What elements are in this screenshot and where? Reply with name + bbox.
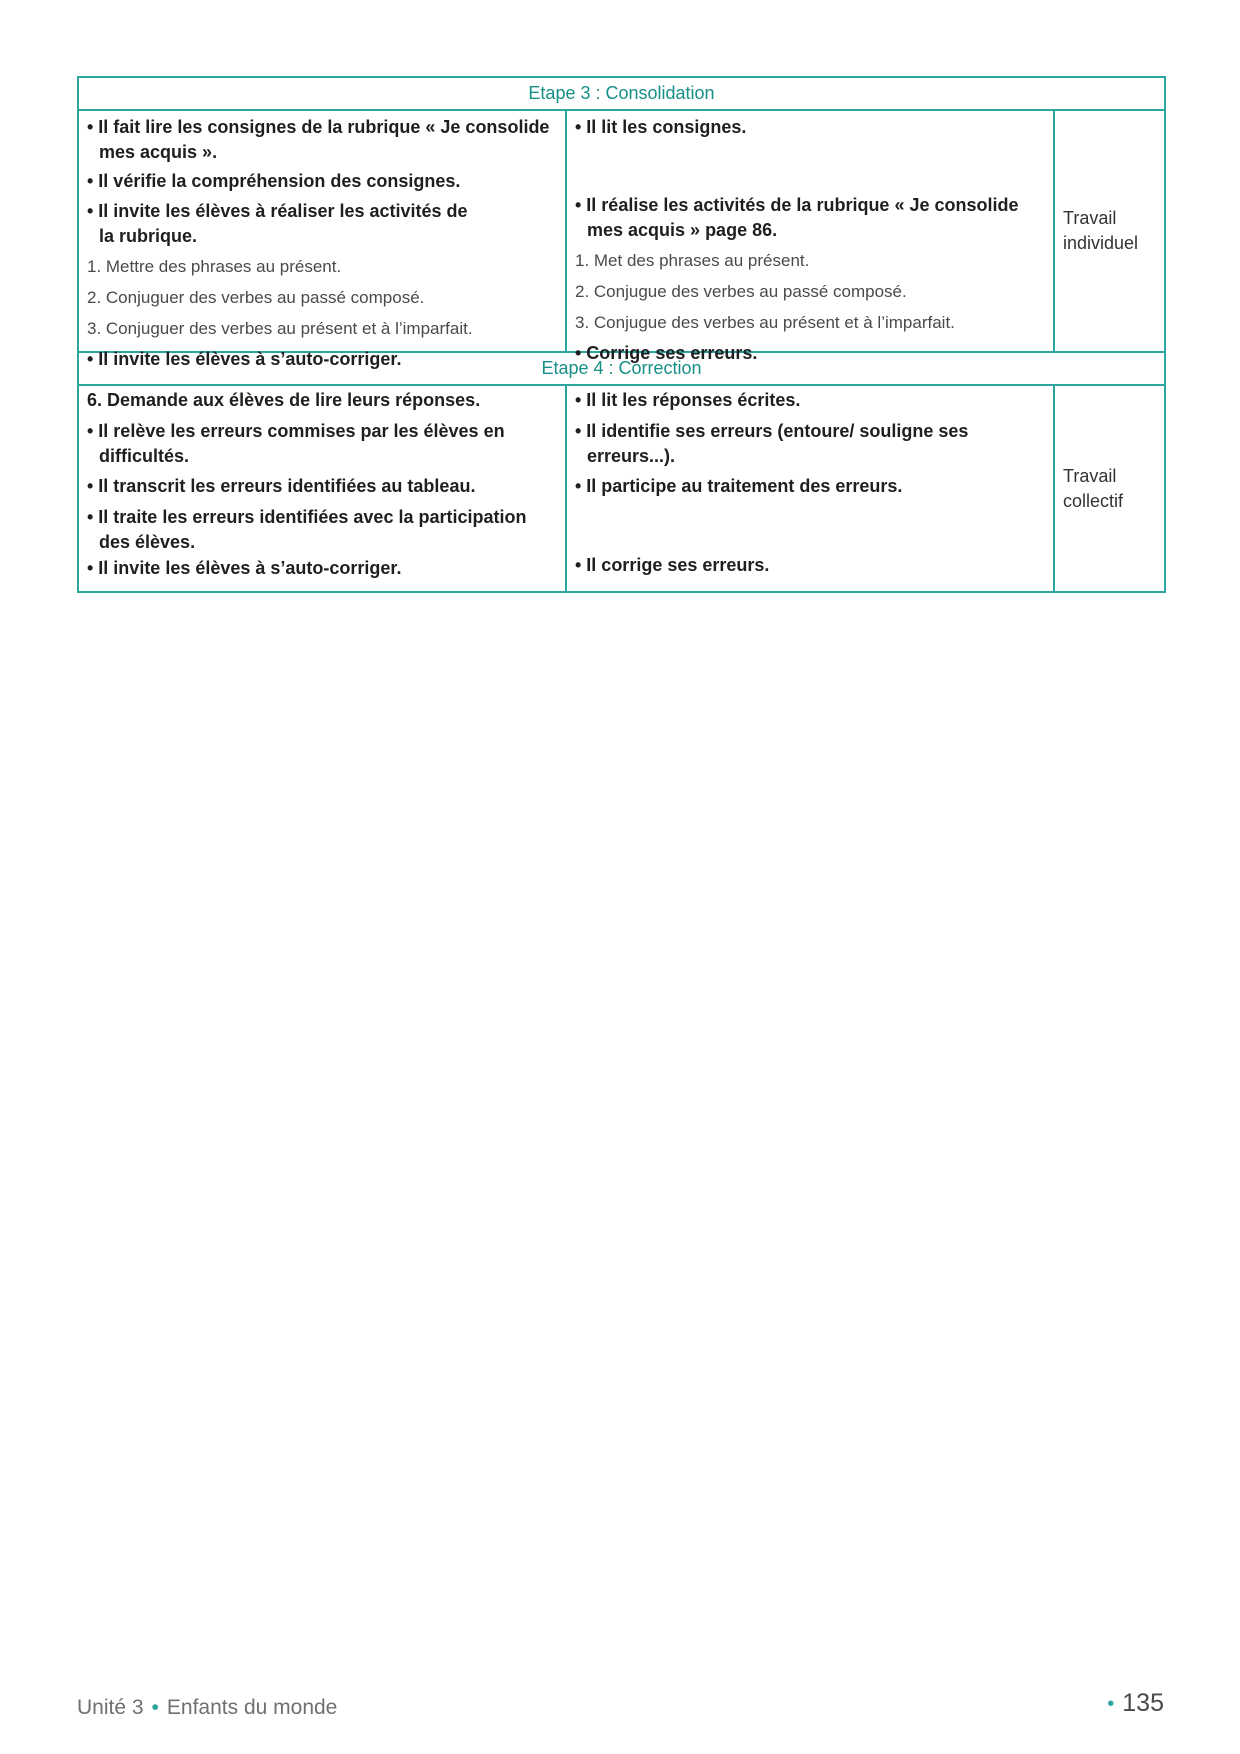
teacher-activity-line: 2. Conjuguer des verbes au passé composé. [87, 288, 425, 307]
work-mode [1055, 206, 1164, 256]
teacher-activity-line: • Il traite les erreurs identifiées avec la participation [87, 507, 527, 527]
teacher-activity-line: • Il fait lire les consignes de la rubrique « Je consolide [87, 117, 550, 137]
pupil-activity-line: • Il lit les consignes. [575, 117, 747, 137]
work-mode [1055, 464, 1164, 514]
page-dot: • [1107, 1692, 1115, 1715]
teacher-activity-line: 3. Conjuguer des verbes au présent et à l’imparfait. [87, 319, 473, 338]
pupil-activity-line: • Il identifie ses erreurs (entoure/ souligne ses [575, 421, 969, 441]
work-mode-line: Travail [1063, 208, 1117, 228]
teacher-activity-line: • Il relève les erreurs commises par les élèves en [87, 421, 505, 441]
pupil-activity-line: erreurs...). [587, 446, 676, 466]
step-header-row [78, 77, 1165, 110]
pupil-activity-line: • Il lit les réponses écrites. [575, 390, 801, 410]
teacher-activities [79, 386, 565, 591]
footer-separator: • [151, 1696, 159, 1719]
step-title: Etape 4 : Correction [78, 352, 1165, 385]
teacher-activity-line: 6. Demande aux élèves de lire leurs réponses. [87, 390, 481, 410]
lesson-table [77, 76, 1166, 593]
pupil-activity-line: • Il participe au traitement des erreurs. [575, 476, 903, 496]
step-content-row [78, 385, 1165, 592]
pupil-activity-line: • Corrige ses erreurs. [575, 343, 758, 363]
unit-label: Unité 3 [77, 1696, 144, 1719]
teacher-activity-line: • Il transcrit les erreurs identifiées au tableau. [87, 476, 476, 496]
work-mode-cell [1054, 385, 1165, 592]
pupil-activity-line: 3. Conjugue des verbes au présent et à l’imparfait. [575, 313, 955, 332]
teacher-activity-line: 1. Mettre des phrases au présent. [87, 257, 342, 276]
pupil-activity-line: 2. Conjugue des verbes au passé composé. [575, 282, 907, 301]
teacher-activity-line: • Il invite les élèves à réaliser les activités de [87, 201, 468, 221]
teacher-activity-line: des élèves. [99, 532, 196, 552]
teacher-cell [78, 110, 566, 369]
step-title: Etape 3 : Consolidation [78, 77, 1165, 110]
pupil-cell [566, 385, 1054, 592]
pupil-activity-line: • Il réalise les activités de la rubrique « Je consolide [575, 195, 1019, 215]
teacher-activity-line: mes acquis ». [99, 142, 218, 162]
page-number: 135 [1122, 1689, 1164, 1717]
footer-unit [77, 1696, 337, 1720]
teacher-activity-line: difficultés. [99, 446, 190, 466]
work-mode-line: Travail [1063, 465, 1117, 486]
teacher-activity-line: la rubrique. [99, 226, 198, 246]
pupil-activities [567, 111, 1053, 363]
teacher-activity-line: • Il invite les élèves à s’auto-corriger. [87, 558, 402, 578]
pupil-activities [567, 386, 1053, 591]
page-number-block [1107, 1689, 1164, 1718]
pupil-activity-line: mes acquis » page 86. [587, 220, 778, 240]
teacher-activity-line: • Il invite les élèves à s’auto-corriger. [87, 349, 402, 369]
unit-title: Enfants du monde [166, 1696, 338, 1719]
teacher-activities [79, 111, 565, 369]
pupil-activity-line: • Il corrige ses erreurs. [575, 555, 770, 575]
work-mode-line: individuel [1063, 233, 1139, 253]
pupil-cell [566, 110, 1054, 363]
work-mode-cell [1054, 110, 1165, 352]
step-content-row [78, 110, 1165, 352]
work-mode-line: collectif [1063, 490, 1124, 511]
teacher-activity-line: • Il vérifie la compréhension des consignes. [87, 171, 461, 191]
pupil-activity-line: 1. Met des phrases au présent. [575, 251, 810, 270]
teacher-cell [78, 385, 566, 592]
